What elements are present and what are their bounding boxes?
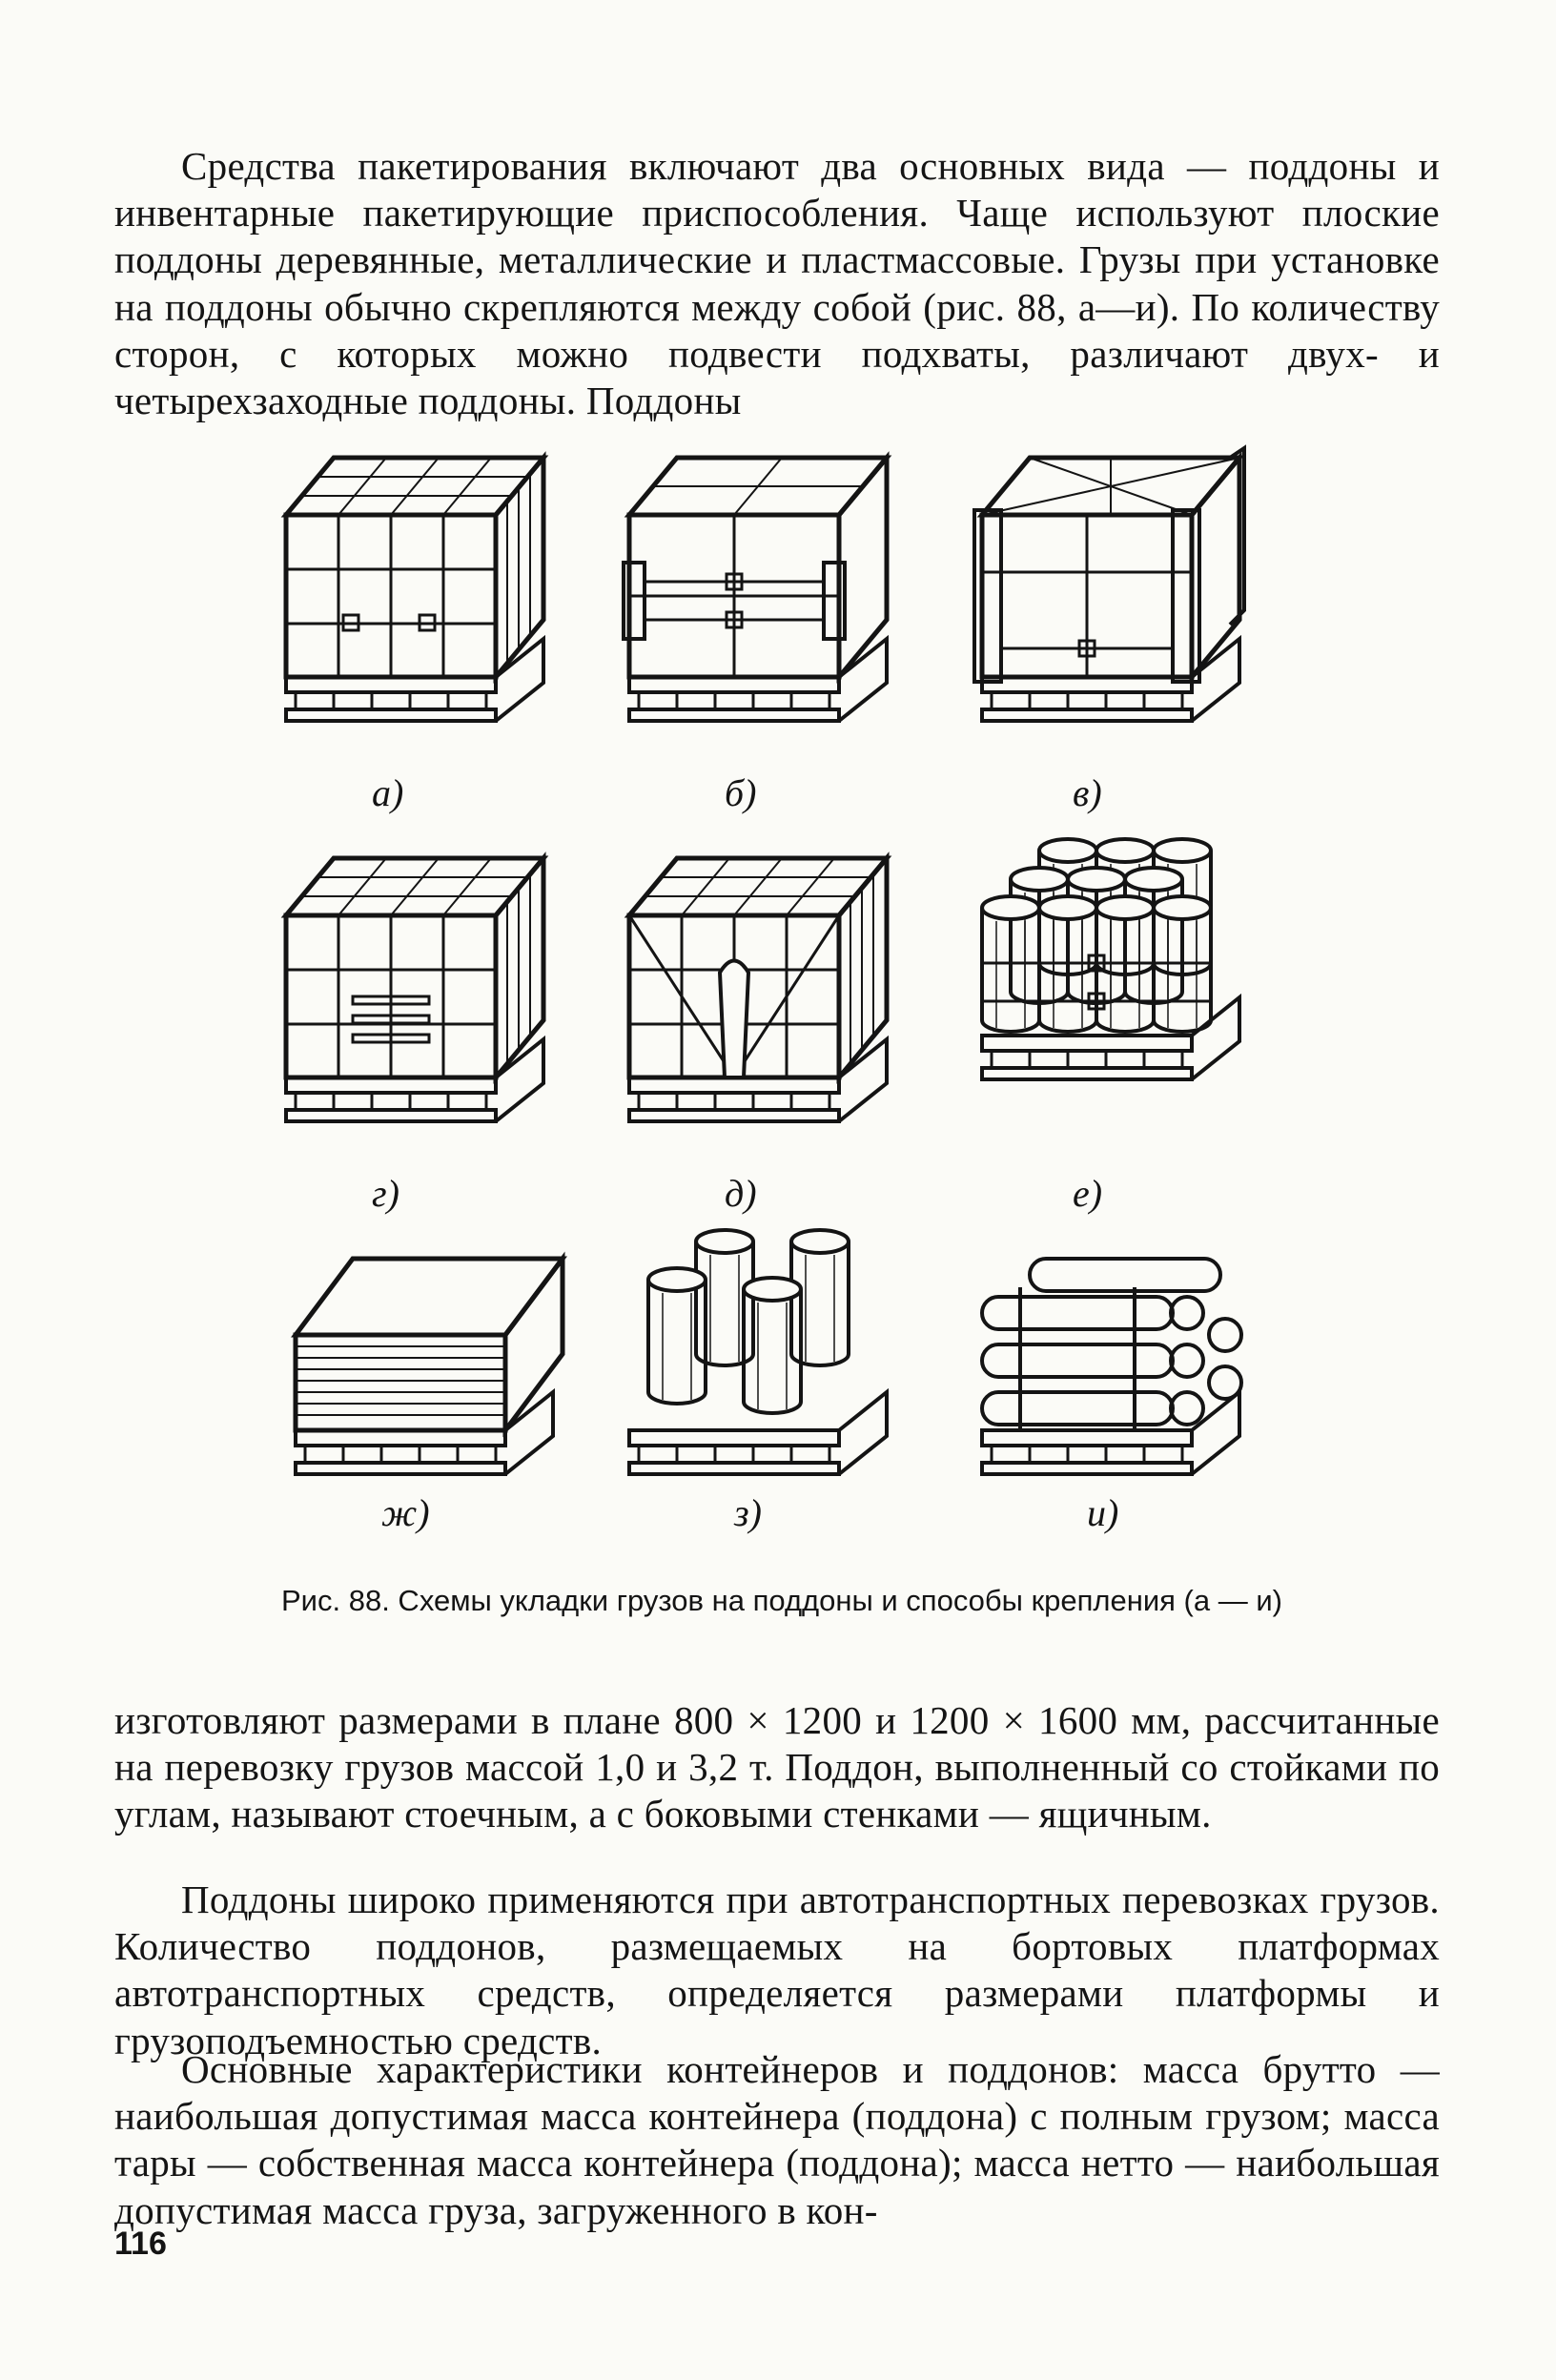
figure-caption: Рис. 88. Схемы укладки грузов на поддоны и способы крепления (а — и)	[281, 1584, 1282, 1617]
label-a: а)	[372, 771, 404, 814]
label-v: в)	[1073, 771, 1102, 814]
diagram-z	[629, 1230, 887, 1474]
label-e: е)	[1073, 1172, 1103, 1215]
paragraph-continuation: изготовляют размерами в плане 800 × 1200 и 1200 × 1600 мм, рассчитанные на перевозку грузов массой 1,0 и 3,2 т. Поддон, выполненный со стойками по углам, называют стоечным, а с боковыми стенками — ящичным.	[114, 1698, 1440, 1836]
paragraph-third: Основные характеристики контейнеров и поддонов: масса брутто — наибольшая допустимая масса контейнера (поддона) с полным грузом; масса тары — собственная масса контейнера (поддона); масса нетто — наибольшая допустимая масса груза, загруженного в кон-	[114, 2047, 1440, 2232]
pallet-diagrams	[267, 439, 1297, 1535]
diagram-b	[624, 458, 887, 721]
diagram-e	[982, 839, 1239, 1079]
diagram-g	[286, 858, 543, 1121]
paragraph-second: Поддоны широко применяются при автотранспортных перевозках грузов. Количество поддонов, размещаемых на бортовых платформах автотранспортных средств, определяется размерами платформы и грузоподъемностью средств.	[114, 1877, 1440, 2062]
paragraph-intro: Средства пакетирования включают два основных вида — поддоны и инвентарные пакетирующие приспособления. Чаще используют плоские поддоны деревянные, металлические и пластмассовые. Грузы при установке на поддоны обычно скрепляются между собой (рис. 88, а—и). По количеству сторон, с которых можно подвести подхваты, различают двух- и четырехзаходные поддоны. Поддоны	[114, 144, 1440, 422]
label-g: г)	[372, 1172, 399, 1215]
label-z: з)	[734, 1491, 762, 1534]
label-b: б)	[725, 771, 757, 814]
diagram-a	[286, 458, 543, 721]
diagram-zh	[296, 1259, 563, 1474]
diagram-v	[974, 448, 1244, 721]
diagram-d	[629, 858, 887, 1121]
label-d: д)	[725, 1172, 757, 1215]
label-zh: ж)	[381, 1491, 430, 1534]
page-number: 116	[114, 2226, 167, 2262]
figure-88	[267, 439, 1297, 1535]
diagram-i	[982, 1259, 1241, 1474]
label-i: и)	[1087, 1491, 1119, 1534]
